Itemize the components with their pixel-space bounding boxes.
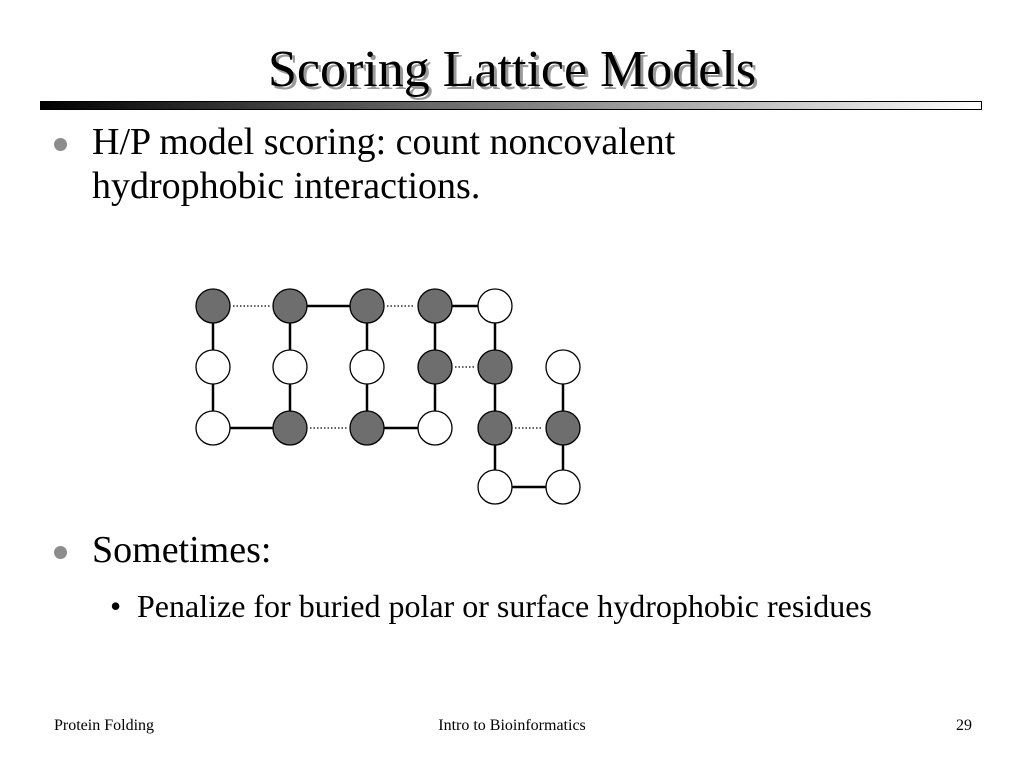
polar-residue	[196, 350, 230, 384]
polar-residue	[546, 470, 580, 504]
page-number: 29	[956, 717, 972, 734]
polar-residue	[350, 350, 384, 384]
hydrophobic-residue	[546, 411, 580, 445]
bullet-text: Sometimes:	[92, 529, 272, 571]
hydrophobic-residue	[478, 411, 512, 445]
footer-left: Protein Folding	[54, 717, 155, 734]
bullet-dot	[54, 546, 67, 559]
bullet-item	[54, 528, 834, 572]
polar-residue	[478, 470, 512, 504]
hydrophobic-residue	[350, 289, 384, 323]
hydrophobic-residue	[478, 350, 512, 384]
sub-bullet-item	[110, 586, 930, 626]
hydrophobic-residue	[418, 289, 452, 323]
slide-title: Scoring Lattice Models	[267, 41, 757, 98]
polar-residue	[418, 411, 452, 445]
polar-residue	[478, 289, 512, 323]
hydrophobic-residue	[418, 350, 452, 384]
hydrophobic-residue	[273, 289, 307, 323]
polar-residue	[546, 350, 580, 384]
sub-bullet-text: Penalize for buried polar or surface hydrophobic residues	[137, 588, 872, 624]
footer-center: Intro to Bioinformatics	[438, 717, 586, 734]
bullet-text: H/P model scoring: count noncovalent hydrophobic interactions.	[92, 121, 676, 207]
hydrophobic-residue	[196, 289, 230, 323]
sub-bullet-marker: •	[110, 588, 122, 624]
polar-residue	[196, 411, 230, 445]
hydrophobic-residue	[273, 411, 307, 445]
hydrophobic-residue	[350, 411, 384, 445]
polar-residue	[273, 350, 307, 384]
